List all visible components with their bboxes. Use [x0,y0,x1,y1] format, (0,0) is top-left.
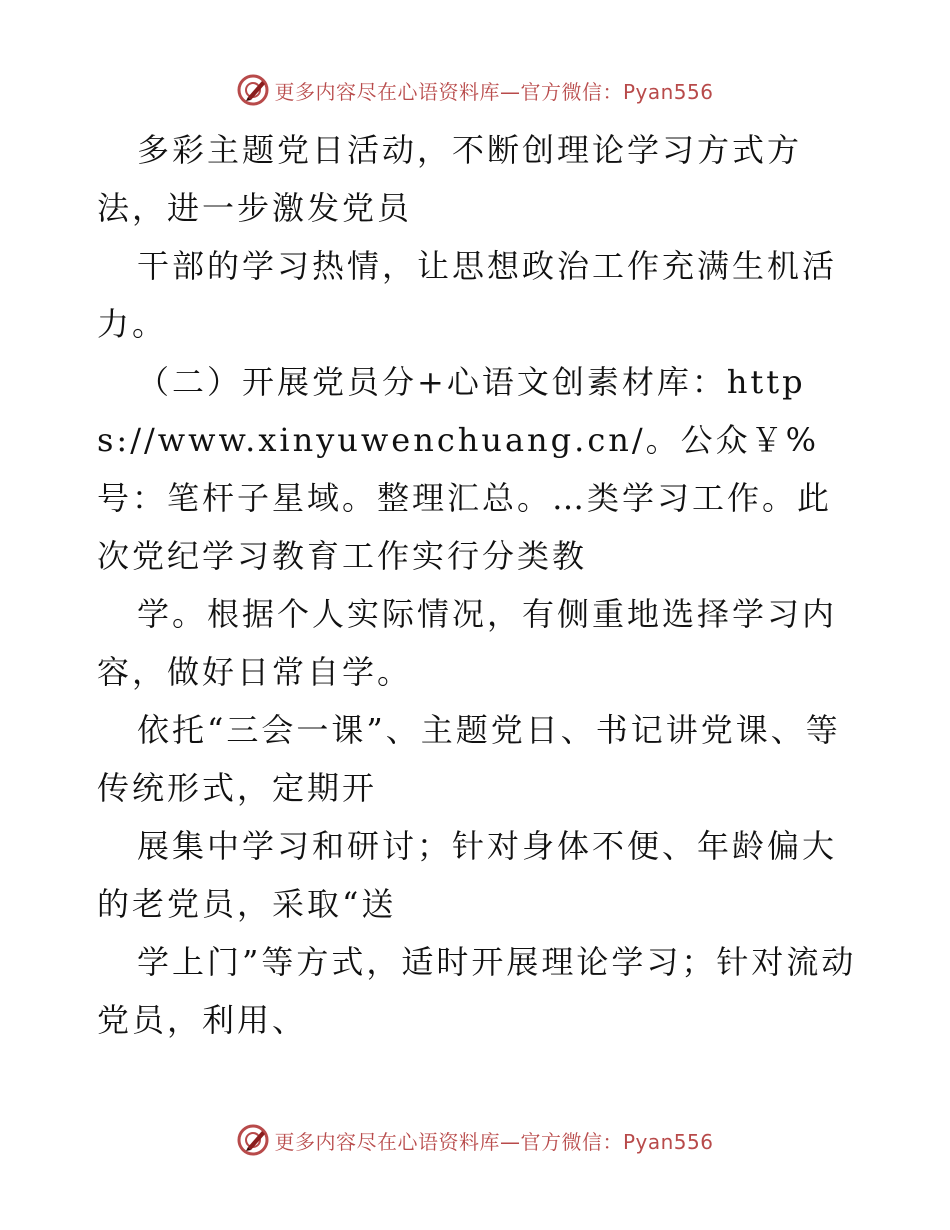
pen-circle-icon [236,73,270,107]
header-watermark [0,70,950,110]
paragraph: 展集中学习和研讨；针对身体不便、年龄偏大的老党员，采取“送 [97,827,838,923]
paragraph: 多彩主题党日活动，不断创理论学习方式方法，进一步激发党员 [97,131,803,227]
header-watermark-text: 更多内容尽在心语资料库—官方微信：Pyan556 [274,79,714,104]
paragraph: 学上门”等方式，适时开展理论学习；针对流动党员，利用、 [97,943,857,1039]
paragraph: 干部的学习热情，让思想政治工作充满生机活力。 [97,247,838,343]
document-body [97,121,857,1049]
pen-circle-icon [236,1123,270,1157]
paragraph: 学。根据个人实际情况，有侧重地选择学习内容，做好日常自学。 [97,595,838,691]
footer-watermark [0,1120,950,1160]
paragraph: （二）开展党员分+心语文创素材库：https://www.xinyuwenchuang.cn/。公众￥%号：笔杆子星域。整理汇总。…类学习工作。此次党纪学习教育工作实行分类教 [97,363,833,575]
footer-watermark-text: 更多内容尽在心语资料库—官方微信：Pyan556 [274,1129,714,1154]
paragraph: 依托“三会一课”、主题党日、书记讲党课、等传统形式，定期开 [97,711,841,807]
